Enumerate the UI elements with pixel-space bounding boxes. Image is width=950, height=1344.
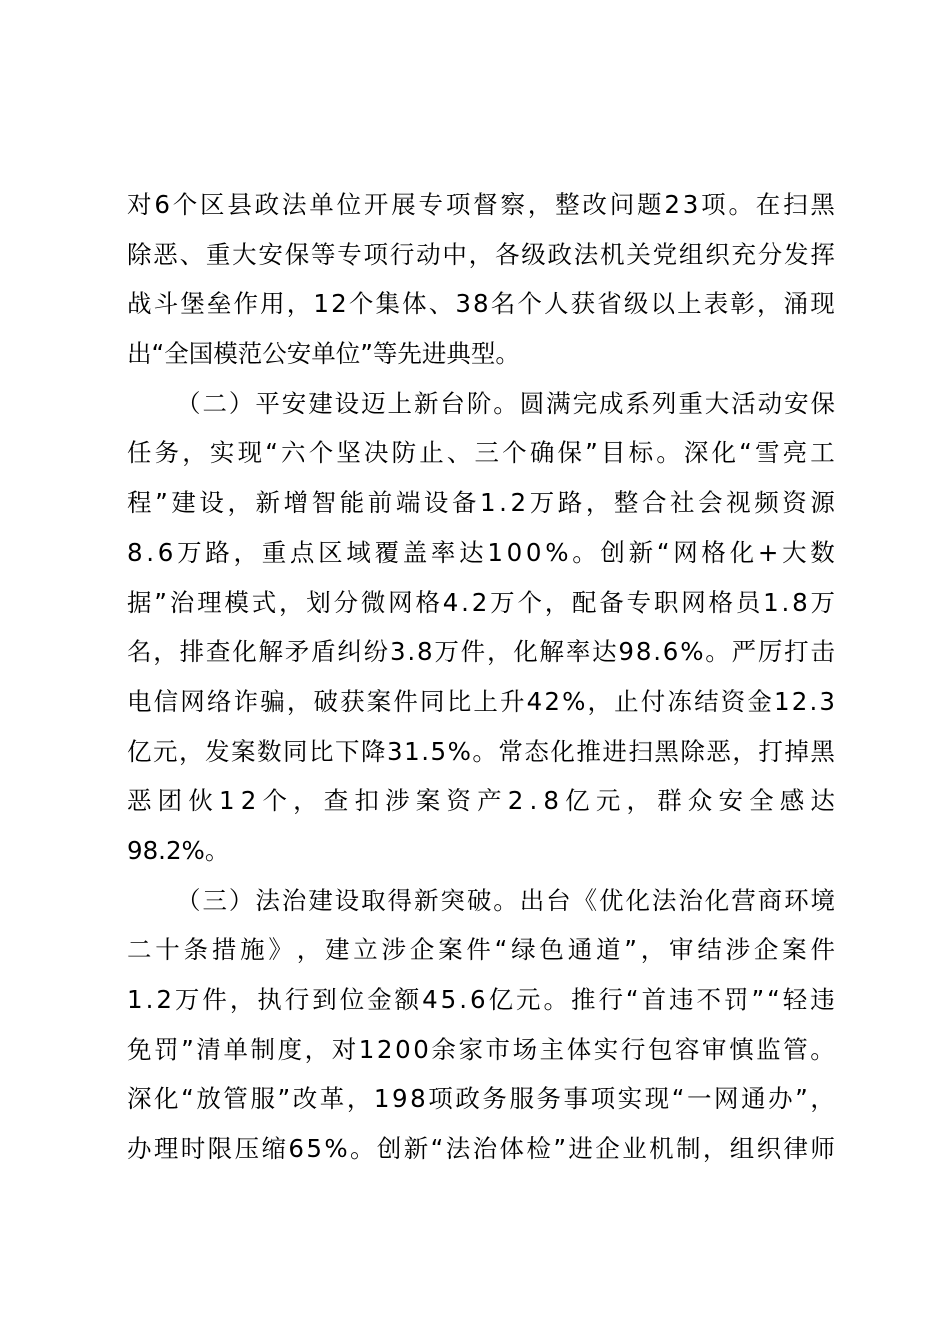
- body-text: [127, 180, 835, 1174]
- text-line-content: 出“全国模范公安单位”等先进典型。: [127, 339, 520, 369]
- text-line: 深 化 “ 放 管 服 ” 改 革 ， 1 9 8 项 政 务 服 务 事 项 实 现 “ 一 网 通 办 ” ，: [127, 1084, 835, 1114]
- text-line: （ 三 ） 法 治 建 设 取 得 新 突 破 。 出 台 《 优 化 法 治 化 营 商 环 境: [176, 885, 835, 915]
- text-line: 二 十 条 措 施 》 ， 建 立 涉 企 案 件 “ 绿 色 通 道 ” ， 审 结 涉 企 案 件: [127, 935, 835, 965]
- text-line: 名 ， 排 查 化 解 矛 盾 纠 纷 3 . 8 万 件 ， 化 解 率 达 9 8 . 6 % 。 严 厉 打 击: [127, 637, 835, 667]
- text-line: 1 . 2 万 件 ， 执 行 到 位 金 额 4 5 . 6 亿 元 。 推 行 “ 首 违 不 罚 ” “ 轻 违: [127, 985, 835, 1014]
- text-line: 任 务 ， 实 现 “ 六 个 坚 决 防 止 、 三 个 确 保 ” 目 标 。 深 化 “ 雪 亮 工: [127, 438, 835, 468]
- text-line: 办 理 时 限 压 缩 6 5 % 。 创 新 “ 法 治 体 检 ” 进 企 业 机 制 ， 组 织 律 师: [127, 1134, 835, 1164]
- text-line: 免 罚 ” 清 单 制 度 ， 对 1 2 0 0 余 家 市 场 主 体 实 行 包 容 审 慎 监 管 。: [127, 1034, 835, 1064]
- text-line: 8 . 6 万 路 ， 重 点 区 域 覆 盖 率 达 1 0 0 % 。 创 新 “ 网 格 化 + 大 数: [127, 537, 835, 567]
- text-line: 程 ” 建 设 ， 新 增 智 能 前 端 设 备 1 . 2 万 路 ， 整 合 社 会 视 频 资 源: [127, 488, 835, 518]
- text-line: 电 信 网 络 诈 骗 ， 破 获 案 件 同 比 上 升 4 2 % ， 止 付 冻 结 资 金 1 2 . 3: [127, 686, 835, 716]
- text-line: （ 二 ） 平 安 建 设 迈 上 新 台 阶 。 圆 满 完 成 系 列 重 大 活 动 安 保: [176, 388, 835, 418]
- text-line: 除 恶 、 重 大 安 保 等 专 项 行 动 中 ， 各 级 政 法 机 关 党 组 织 充 分 发 挥: [127, 239, 835, 269]
- text-line: 对 6 个 区 县 政 法 单 位 开 展 专 项 督 察 ， 整 改 问 题 2 3 项 。 在 扫 黑: [127, 190, 835, 219]
- text-line: 恶 团 伙 1 2 个 ， 查 扣 涉 案 资 产 2 . 8 亿 元 ， 群 众 安 全 感 达: [127, 786, 835, 816]
- text-line-content: 98.2%。: [127, 835, 230, 865]
- text-line: 据 ” 治 理 模 式 ， 划 分 微 网 格 4 . 2 万 个 ， 配 备 专 职 网 格 员 1 . 8 万: [127, 587, 835, 617]
- text-line: 战 斗 堡 垒 作 用 ， 1 2 个 集 体 、 3 8 名 个 人 获 省 级 以 上 表 彰 ， 涌 现: [127, 289, 835, 319]
- text-line: [127, 826, 835, 876]
- text-line: 亿 元 ， 发 案 数 同 比 下 降 3 1 . 5 % 。 常 态 化 推 进 扫 黑 除 恶 ， 打 掉 黑: [127, 736, 835, 766]
- text-line: [127, 329, 835, 379]
